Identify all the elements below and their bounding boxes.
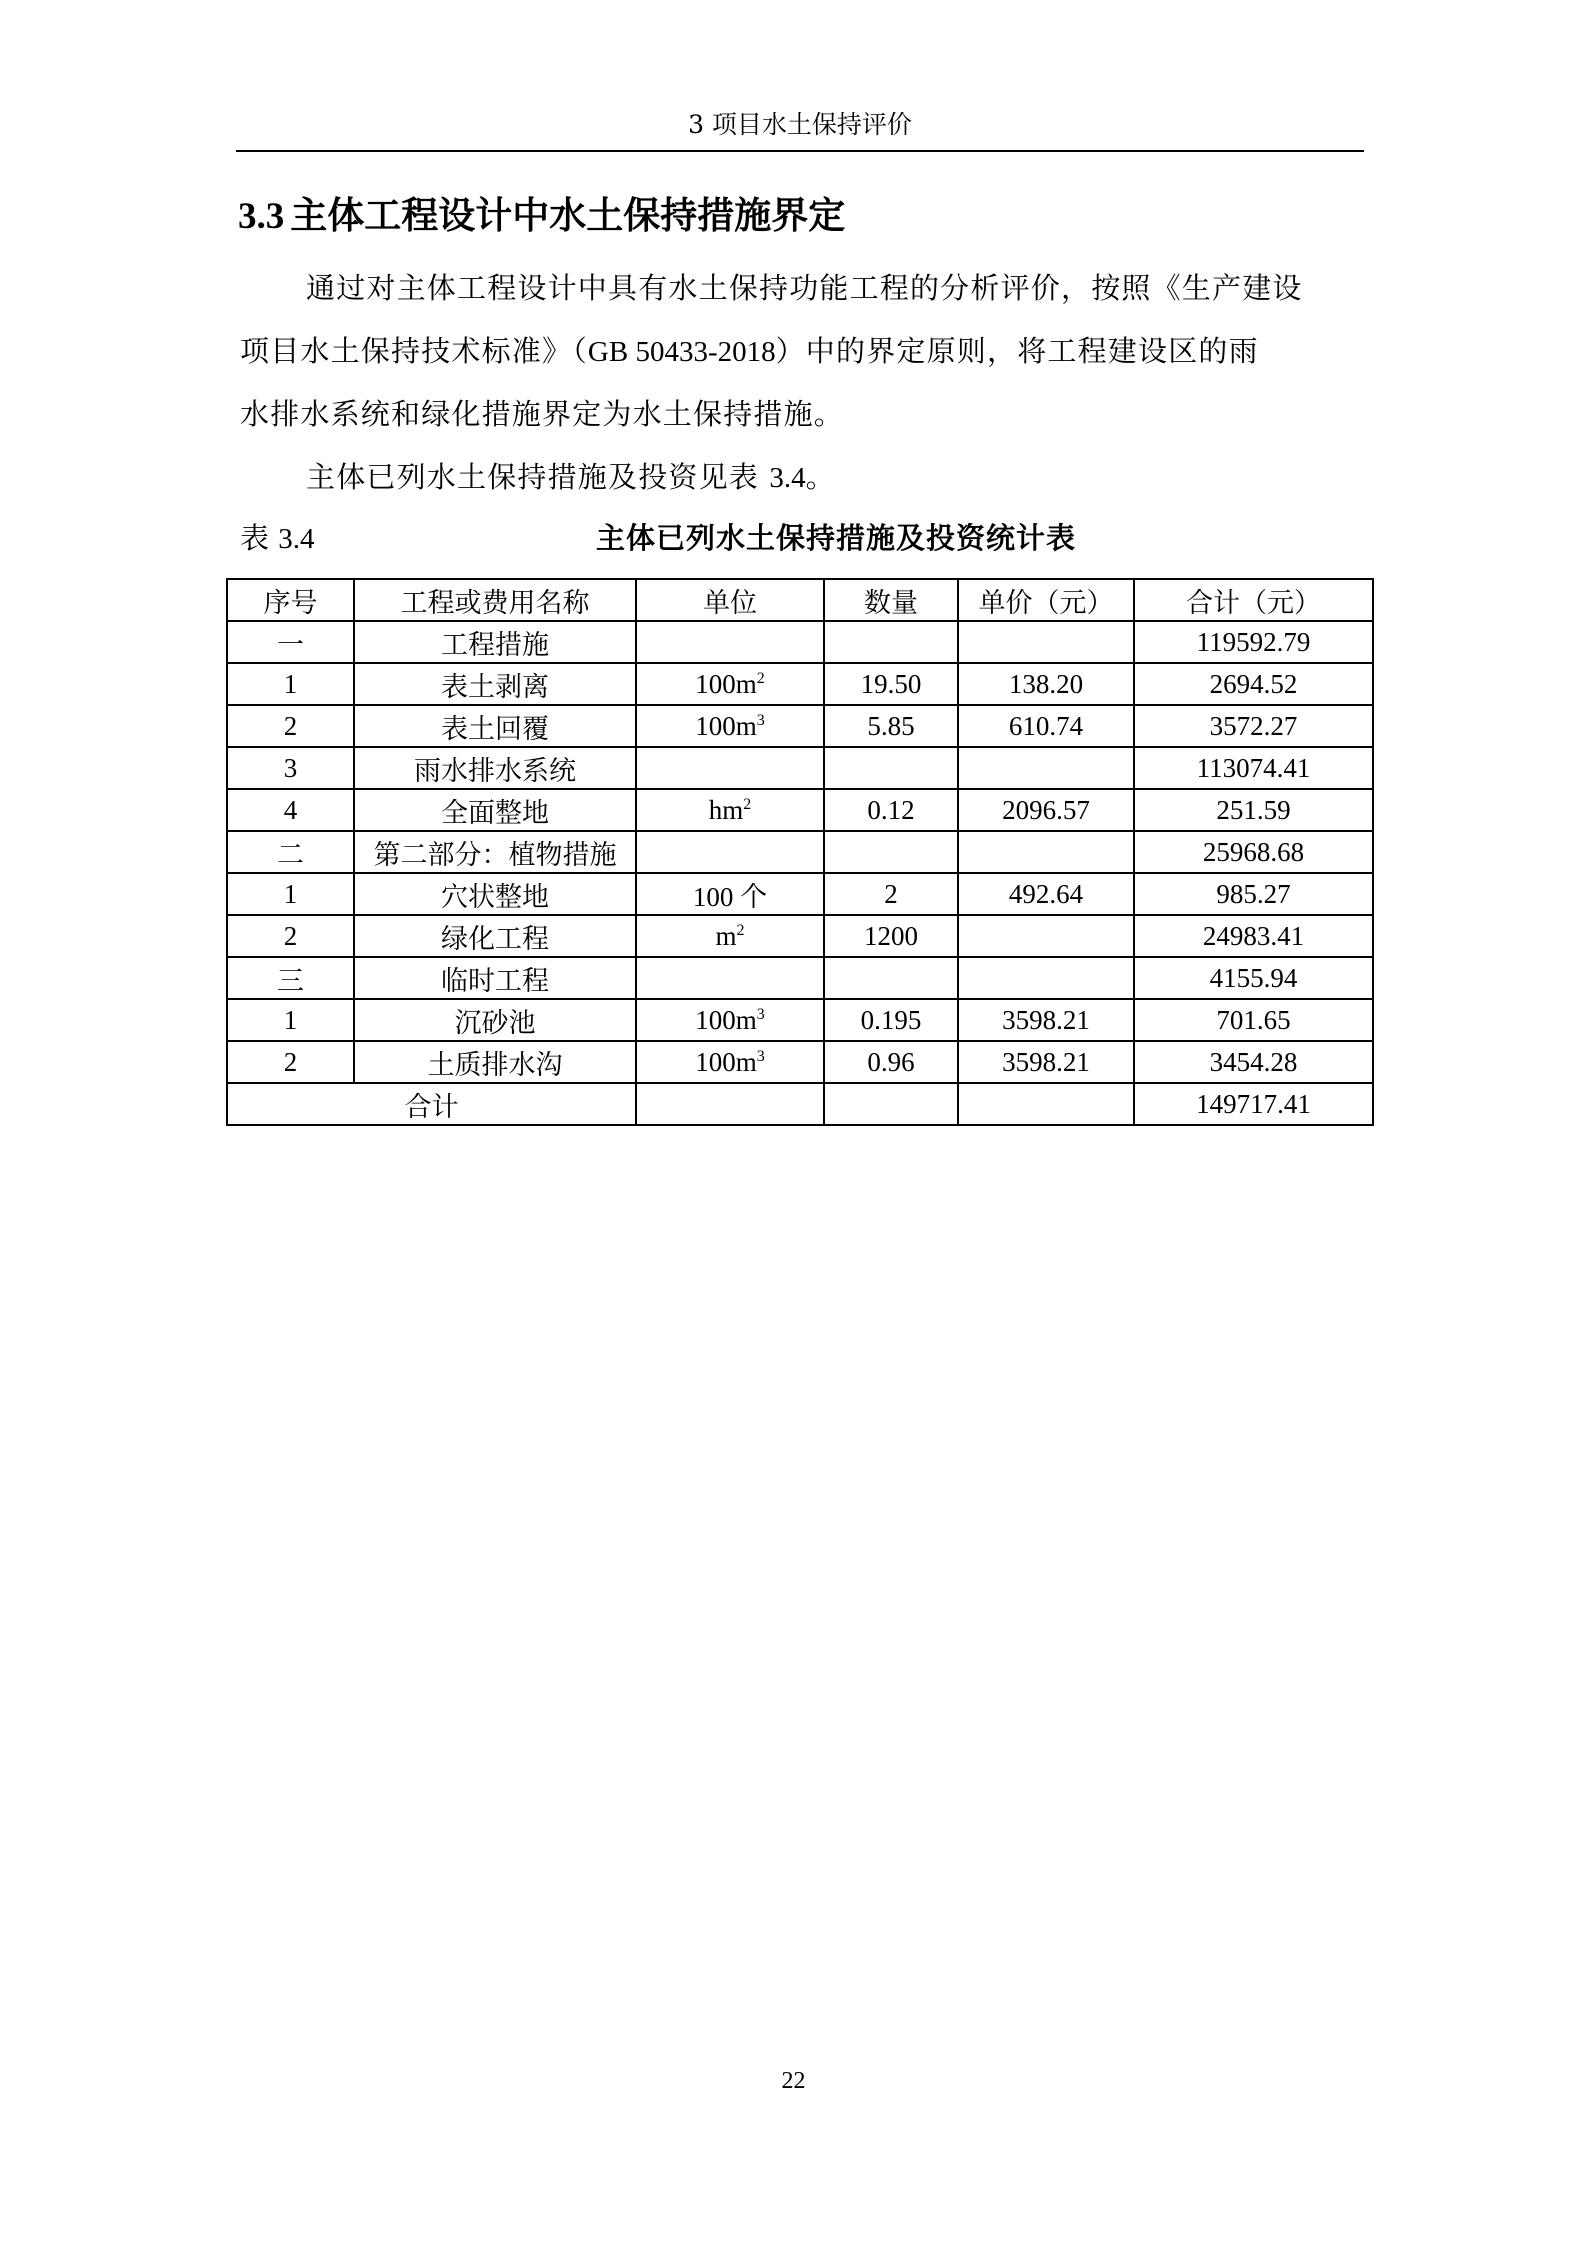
table-cell bbox=[636, 1083, 824, 1125]
quantity-cell: 0.96 bbox=[824, 1041, 958, 1083]
table-row bbox=[227, 999, 1373, 1041]
unit-exponent: 3 bbox=[756, 1047, 765, 1065]
item-name: 绿化工程 bbox=[354, 915, 636, 957]
unit-price-cell bbox=[958, 915, 1134, 957]
paragraph-1-line-3: 水排水系统和绿化措施界定为水土保持措施。 bbox=[240, 397, 845, 431]
unit-cell bbox=[636, 915, 824, 957]
row-index: 3 bbox=[227, 747, 354, 789]
row-index: 一 bbox=[227, 621, 354, 663]
unit-text: m bbox=[715, 920, 737, 951]
table-body bbox=[227, 621, 1373, 1083]
paragraph-2 bbox=[306, 455, 1428, 496]
total-cell: 24983.41 bbox=[1134, 915, 1373, 957]
unit-price-cell: 138.20 bbox=[958, 663, 1134, 705]
row-index: 1 bbox=[227, 663, 354, 705]
unit-cell bbox=[636, 1041, 824, 1083]
quantity-cell: 0.12 bbox=[824, 789, 958, 831]
table-row bbox=[227, 957, 1373, 999]
unit-price-cell: 3598.21 bbox=[958, 1041, 1134, 1083]
unit-text: hm bbox=[708, 794, 744, 825]
table-row bbox=[227, 621, 1373, 663]
unit-price-cell: 610.74 bbox=[958, 705, 1134, 747]
item-name: 穴状整地 bbox=[354, 873, 636, 915]
header-cell: 工程或费用名称 bbox=[354, 579, 636, 621]
table-caption-prefix: 表 bbox=[240, 521, 279, 555]
total-cell: 985.27 bbox=[1134, 873, 1373, 915]
item-name: 临时工程 bbox=[354, 957, 636, 999]
unit-cell bbox=[636, 621, 824, 663]
row-index: 2 bbox=[227, 915, 354, 957]
unit-price-cell bbox=[958, 957, 1134, 999]
total-cell: 4155.94 bbox=[1134, 957, 1373, 999]
table-caption-label bbox=[240, 518, 314, 559]
total-cell: 2694.52 bbox=[1134, 663, 1373, 705]
item-name: 工程措施 bbox=[354, 621, 636, 663]
table-row bbox=[227, 705, 1373, 747]
paragraph-text: 主体已列水土保持措施及投资见表 bbox=[306, 460, 770, 494]
section-heading bbox=[238, 192, 845, 240]
table-caption-title: 主体已列水土保持措施及投资统计表 bbox=[596, 521, 1077, 555]
total-cell: 119592.79 bbox=[1134, 621, 1373, 663]
table-header-row bbox=[227, 579, 1373, 621]
total-cell: 251.59 bbox=[1134, 789, 1373, 831]
header-cell: 合计（元） bbox=[1134, 579, 1373, 621]
item-name: 表土回覆 bbox=[354, 705, 636, 747]
row-index: 1 bbox=[227, 873, 354, 915]
header-cell: 序号 bbox=[227, 579, 354, 621]
header-cell: 数量 bbox=[824, 579, 958, 621]
summary-row bbox=[227, 1083, 1373, 1125]
quantity-cell bbox=[824, 957, 958, 999]
table-row bbox=[227, 873, 1373, 915]
item-name: 全面整地 bbox=[354, 789, 636, 831]
paragraph-text: 。 bbox=[805, 460, 836, 494]
unit-text: 100m bbox=[695, 710, 757, 741]
row-index: 二 bbox=[227, 831, 354, 873]
unit-price-cell: 3598.21 bbox=[958, 999, 1134, 1041]
quantity-cell: 0.195 bbox=[824, 999, 958, 1041]
quantity-cell bbox=[824, 621, 958, 663]
quantity-cell bbox=[824, 831, 958, 873]
table-caption bbox=[240, 518, 1362, 558]
table-row bbox=[227, 789, 1373, 831]
unit-exponent: 2 bbox=[736, 921, 745, 939]
unit-text: 100m bbox=[695, 668, 757, 699]
paragraph-1-line-2 bbox=[240, 329, 1362, 370]
investment-table bbox=[226, 578, 1374, 1126]
table-caption-number: 3.4 bbox=[278, 523, 315, 555]
table-reference: 3.4 bbox=[769, 462, 806, 494]
total-cell: 701.65 bbox=[1134, 999, 1373, 1041]
item-name: 第二部分：植物措施 bbox=[354, 831, 636, 873]
table-cell bbox=[824, 1083, 958, 1125]
summary-total: 149717.41 bbox=[1134, 1083, 1373, 1125]
row-index: 2 bbox=[227, 1041, 354, 1083]
unit-price-cell bbox=[958, 747, 1134, 789]
paragraph-text: ）中的界定原则，将工程建设区的雨 bbox=[775, 334, 1259, 368]
row-index: 三 bbox=[227, 957, 354, 999]
unit-cell bbox=[636, 663, 824, 705]
item-name: 表土剥离 bbox=[354, 663, 636, 705]
unit-exponent: 3 bbox=[756, 1005, 765, 1023]
table-row bbox=[227, 747, 1373, 789]
unit-price-cell bbox=[958, 831, 1134, 873]
unit-exponent: 2 bbox=[756, 669, 765, 687]
unit-text: 100m bbox=[695, 1004, 757, 1035]
unit-exponent: 3 bbox=[756, 711, 765, 729]
total-cell: 3454.28 bbox=[1134, 1041, 1373, 1083]
total-cell: 3572.27 bbox=[1134, 705, 1373, 747]
total-cell: 113074.41 bbox=[1134, 747, 1373, 789]
unit-price-cell: 492.64 bbox=[958, 873, 1134, 915]
unit-cell bbox=[636, 747, 824, 789]
header-rule bbox=[236, 150, 1364, 152]
table-row bbox=[227, 915, 1373, 957]
page-number: 22 bbox=[781, 2068, 806, 2094]
item-name: 沉砂池 bbox=[354, 999, 636, 1041]
unit-cell bbox=[636, 957, 824, 999]
standard-code: GB 50433-2018 bbox=[587, 336, 776, 368]
table-row bbox=[227, 1041, 1373, 1083]
quantity-cell: 1200 bbox=[824, 915, 958, 957]
paragraph-text: 项目水土保持技术标准》（ bbox=[240, 334, 588, 368]
header-cell: 单价（元） bbox=[958, 579, 1134, 621]
unit-cell bbox=[636, 789, 824, 831]
section-title: 主体工程设计中水土保持措施界定 bbox=[290, 193, 846, 237]
total-cell: 25968.68 bbox=[1134, 831, 1373, 873]
item-name: 雨水排水系统 bbox=[354, 747, 636, 789]
unit-cell bbox=[636, 873, 824, 915]
unit-cell bbox=[636, 705, 824, 747]
unit-cell bbox=[636, 999, 824, 1041]
unit-exponent: 2 bbox=[743, 795, 752, 813]
table-row bbox=[227, 663, 1373, 705]
unit-text: 100m bbox=[695, 1046, 757, 1077]
header-cell: 单位 bbox=[636, 579, 824, 621]
row-index: 2 bbox=[227, 705, 354, 747]
quantity-cell bbox=[824, 747, 958, 789]
quantity-cell: 19.50 bbox=[824, 663, 958, 705]
section-number: 3.3 bbox=[238, 196, 285, 237]
row-index: 4 bbox=[227, 789, 354, 831]
unit-price-cell bbox=[958, 621, 1134, 663]
paragraph-1-line-1: 通过对主体工程设计中具有水土保持功能工程的分析评价，按照《生产建设 bbox=[306, 271, 1303, 305]
table-cell bbox=[958, 1083, 1134, 1125]
quantity-cell: 5.85 bbox=[824, 705, 958, 747]
running-header: 3 项目水土保持评价 bbox=[688, 110, 912, 139]
summary-label: 合计 bbox=[227, 1083, 636, 1125]
table-row bbox=[227, 831, 1373, 873]
unit-text: 100 个 bbox=[692, 881, 768, 912]
unit-price-cell: 2096.57 bbox=[958, 789, 1134, 831]
item-name: 土质排水沟 bbox=[354, 1041, 636, 1083]
unit-cell bbox=[636, 831, 824, 873]
row-index: 1 bbox=[227, 999, 354, 1041]
quantity-cell: 2 bbox=[824, 873, 958, 915]
